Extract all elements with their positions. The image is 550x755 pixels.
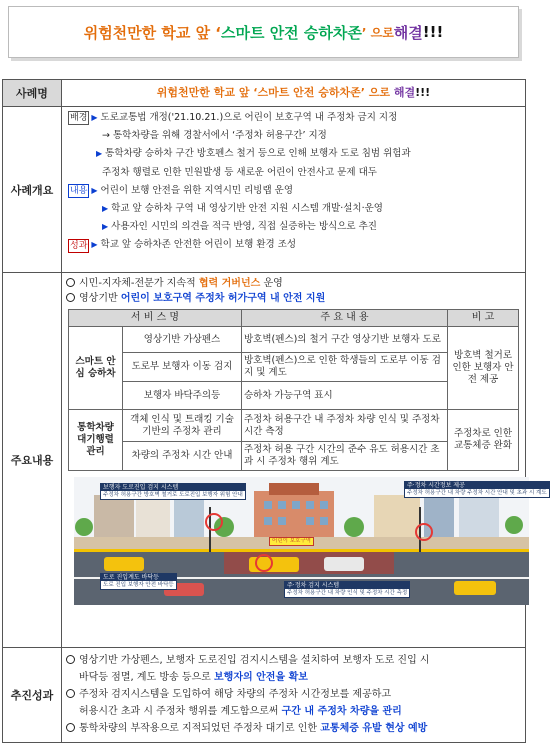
- content-tag: 내용: [70, 185, 88, 196]
- service-name: 보행자 바닥주의등: [123, 382, 242, 410]
- bullet-video-support: [66, 291, 521, 306]
- case-name-label: 사례명: [3, 80, 62, 107]
- result-highlight: 교통체증 유발 현상 예방: [320, 723, 428, 734]
- overview-line: [68, 164, 521, 182]
- circle-bullet-icon: [66, 293, 75, 302]
- main-content-cell: [62, 273, 547, 648]
- page-title: [8, 6, 519, 58]
- case-table: [2, 79, 547, 743]
- title-part2: 스마트 안전 승하차존: [221, 23, 362, 42]
- triangle-bullet-icon: ▶: [102, 204, 109, 214]
- service-group-queue: 통학차량 대기행렬 관리: [69, 410, 123, 471]
- overview-text: 학교 앞 승하차 구역 내 영상기반 안전 지원 시스템 개발·설치·운영: [111, 203, 383, 215]
- title-part3: ’ 으로: [361, 25, 394, 40]
- content-header: 주 요 내 용: [242, 310, 448, 327]
- case-name-part2: 해결: [393, 86, 416, 99]
- results-label: 추진성과: [3, 648, 62, 743]
- triangle-bullet-icon: ▶: [102, 222, 109, 232]
- overview-text: 어린이 보행 안전을 위한 지역시민 리빙랩 운영: [100, 184, 294, 196]
- service-content: 주정차 허용구간 내 주정차 차량 인식 및 주정차 시간 측정: [242, 410, 448, 442]
- circle-bullet-icon: [66, 655, 75, 664]
- callout-text: 주정차 허용구간 내 차량 주정차 시간 안내 및 초과 시 계도: [407, 490, 547, 496]
- result-text: 통학차량의 부작용으로 지적되었던 주정차 대기로 인한: [79, 723, 321, 734]
- overview-text: 도로교통법 개정('21.10.21.)으로 어린이 보호구역 내 주정차 금지 지정: [100, 112, 398, 123]
- overview-cell: [62, 107, 526, 273]
- triangle-bullet-icon: ▶: [96, 149, 103, 159]
- service-header: 서 비 스 명: [69, 310, 242, 327]
- service-name: 객체 인식 및 트래킹 기술 기반의 주정차 관리: [123, 410, 242, 442]
- callout-title: 주·정차 검지 시스템: [285, 582, 409, 589]
- circle-bullet-icon: [66, 723, 75, 732]
- overview-line: [68, 109, 521, 127]
- callout-parking-detection: [284, 581, 410, 598]
- triangle-bullet-icon: ▶: [91, 113, 98, 122]
- result-text: 바닥등 점멸, 계도 방송 등으로: [79, 672, 214, 683]
- service-table: [68, 309, 519, 471]
- callout-text: 주정차 허용구간 내 차량 인식 및 주정차 시간 측정: [287, 590, 408, 596]
- result-line: [66, 652, 521, 669]
- callout-title: 보행자 도로진입 검지 시스템: [101, 484, 245, 491]
- bullet-text: 영상기반: [79, 293, 121, 304]
- result-tag: 성과: [70, 240, 88, 251]
- service-content: 주정차 허용 구간 시간의 준수 유도 허용시간 초과 시 주정차 행위 계도: [242, 442, 448, 471]
- callout-title: 도로 진입계도 바닥등: [101, 574, 176, 581]
- triangle-bullet-icon: ▶: [91, 185, 98, 195]
- service-group-smart: 스마트 안심 승하차: [69, 327, 123, 410]
- callout-parking-time-info: [404, 481, 550, 498]
- callout-text: 주정차 허용구간 방호벽 철거로 도로진입 보행자 위험 안내: [103, 492, 243, 498]
- overview-line: [68, 182, 521, 200]
- title-part5: !!!: [422, 23, 444, 41]
- bullet-highlight: 협력 거버넌스: [198, 278, 261, 289]
- overview-text: 주정차 행렬로 인한 민원발생 등 새로운 어린이 안전사고 문제 대두: [102, 166, 377, 178]
- main-content-label: 주요내용: [3, 273, 62, 648]
- overview-line: [68, 200, 521, 218]
- result-text: 영상기반 가상펜스, 보행자 도로진입 검지시스템을 설치하여 보행자 도로 진입 시: [79, 655, 430, 666]
- service-name: 차량의 주정차 시간 안내: [123, 442, 242, 471]
- school-zone-sign: 어린이 보호구역: [269, 537, 314, 546]
- service-name: 영상기반 가상펜스: [123, 327, 242, 353]
- result-highlight: 구간 내 주정차 차량을 관리: [281, 706, 402, 717]
- overview-line: [68, 145, 521, 163]
- result-text: 허용시간 초과 시 주정차 행위를 계도함으로써: [79, 706, 282, 717]
- circle-bullet-icon: [66, 689, 75, 698]
- result-text: 주정차 검지시스템을 도입하여 해당 차량의 주정차 시간정보를 제공하고: [79, 689, 392, 700]
- results-cell: [62, 648, 526, 743]
- overview-line: [68, 236, 521, 254]
- street-illustration: [74, 477, 547, 605]
- case-name-part3: !!!: [415, 86, 431, 99]
- note-header: 비 고: [448, 310, 519, 327]
- service-content: 승하차 가능구역 표시: [242, 382, 448, 410]
- callout-text: 도로 진입 보행자 안전 바닥등: [103, 582, 174, 588]
- overview-line: [68, 218, 521, 236]
- bullet-text: 시민-지자체-전문가 지속적: [79, 278, 199, 289]
- service-note-1: 방호벽 철거로 인한 보행자 안전 제공: [448, 327, 519, 410]
- bullet-highlight: 어린이 보호구역 주정차 허가구역 내 안전 지원: [120, 293, 326, 304]
- result-line: [66, 669, 521, 686]
- triangle-bullet-icon: ▶: [91, 240, 98, 250]
- case-name-cell: [62, 80, 526, 107]
- circle-bullet-icon: [66, 278, 75, 287]
- overview-text: 사용자인 시민의 의견을 적극 반영, 직접 실증하는 방식으로 추진: [111, 221, 377, 233]
- service-note-2: 주정차로 인한 교통체증 완화: [448, 410, 519, 471]
- overview-text: → 통학차량을 위해 경찰서에서 ‘주정차 허용구간’ 지정: [102, 130, 327, 142]
- bullet-text: 운영: [260, 278, 283, 289]
- overview-text: 통학차량 승하차 구간 방호펜스 철거 등으로 인해 보행자 도로 침범 위험과: [105, 148, 411, 160]
- result-line: [66, 703, 521, 720]
- callout-pedestrian-detection: [100, 483, 246, 500]
- overview-line: [68, 127, 521, 145]
- title-part4: 해결: [393, 23, 423, 42]
- background-tag: 배경: [70, 113, 88, 124]
- callout-floor-light: [100, 573, 177, 590]
- service-content: 방호벽(펜스)으로 인한 학생들의 도로부 이동 검지 및 계도: [242, 353, 448, 382]
- callout-title: 주·정차 시간정보 제공: [405, 482, 549, 489]
- result-highlight: 보행자의 안전을 확보: [214, 672, 308, 683]
- result-line: [66, 720, 521, 737]
- title-part1: 위험천만한 학교 앞 ‘: [83, 23, 221, 42]
- result-line: [66, 686, 521, 703]
- overview-text: 학교 앞 승하차존 안전한 어린이 보행 환경 조성: [100, 239, 297, 251]
- overview-label: 사례개요: [3, 107, 62, 273]
- service-name: 도로부 보행자 이동 검지: [123, 353, 242, 382]
- bullet-governance: [66, 276, 521, 291]
- case-name-part1: 위험천만한 학교 앞 ‘스마트 안전 승하차존’ 으로: [156, 86, 394, 99]
- service-content: 방호벽(펜스)의 철거 구간 영상기반 보행자 도로: [242, 327, 448, 353]
